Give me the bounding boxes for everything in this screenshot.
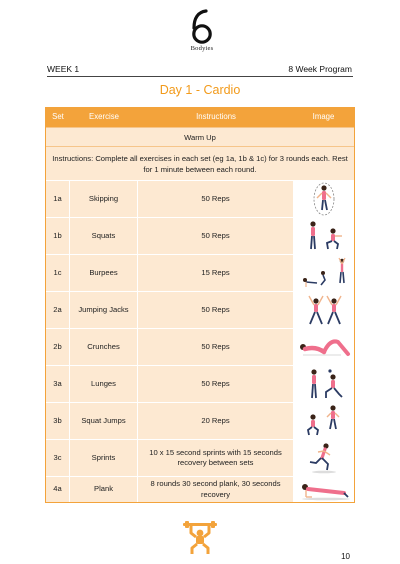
- exercise-image: [294, 477, 353, 502]
- logo-text: Bodyies: [190, 45, 214, 52]
- set-cell: 3c: [46, 440, 70, 476]
- crunches-figure-icon: [296, 330, 352, 365]
- table-row: [46, 217, 354, 254]
- exercise-image: [294, 440, 353, 476]
- exercise-image: [294, 403, 353, 439]
- col-header-exercise: Exercise: [89, 112, 119, 122]
- instructions-cell: 50 Reps: [138, 366, 294, 402]
- squats-figure-icon: [300, 219, 348, 254]
- col-header-instructions: Instructions: [196, 112, 236, 122]
- set-cell: 2a: [46, 292, 70, 328]
- instructions-cell: 8 rounds 30 second plank, 30 seconds recovery: [138, 477, 294, 502]
- page-number: 10: [341, 552, 350, 561]
- set-cell: 1c: [46, 255, 70, 291]
- exercise-image: [294, 218, 353, 254]
- set-cell: 1a: [46, 181, 70, 217]
- set-cell: 2b: [46, 329, 70, 365]
- skipping-figure-icon: [300, 182, 348, 217]
- table-row: [46, 439, 354, 476]
- table-header: [46, 108, 354, 127]
- set-cell: 3b: [46, 403, 70, 439]
- squat-jumps-figure-icon: [300, 404, 348, 439]
- set-cell: 1b: [46, 218, 70, 254]
- workout-table: [45, 107, 355, 503]
- instructions-row: Instructions: Complete all exercises in each set (eg 1a, 1b & 1c) for 3 rounds each. Rest for 1 minute between each round.: [46, 146, 354, 180]
- exercise-image: [294, 255, 353, 291]
- set-cell: 3a: [46, 366, 70, 402]
- instructions-cell: 50 Reps: [138, 329, 294, 365]
- set-cell: 4a: [46, 477, 70, 502]
- burpees-figure-icon: [299, 256, 349, 291]
- week-label: WEEK 1: [47, 64, 80, 74]
- exercise-cell: Crunches: [70, 329, 138, 365]
- instructions-cell: 10 x 15 second sprints with 15 seconds recovery between sets: [138, 440, 294, 476]
- table-row: [46, 476, 354, 502]
- exercise-image: [294, 292, 353, 328]
- plank-figure-icon: [296, 478, 352, 502]
- table-row: [46, 365, 354, 402]
- exercise-cell: Plank: [70, 477, 138, 502]
- table-row: [46, 180, 354, 217]
- exercise-cell: Burpees: [70, 255, 138, 291]
- exercise-image: [294, 329, 353, 365]
- exercise-cell: Squat Jumps: [70, 403, 138, 439]
- weightlifter-icon: [181, 521, 219, 555]
- sprints-figure-icon: [300, 441, 348, 476]
- exercise-cell: Squats: [70, 218, 138, 254]
- instructions-cell: 50 Reps: [138, 292, 294, 328]
- program-label: 8 Week Program: [288, 64, 352, 74]
- table-row: [46, 328, 354, 365]
- instructions-cell: 50 Reps: [138, 181, 294, 217]
- exercise-cell: Jumping Jacks: [70, 292, 138, 328]
- instructions-cell: 15 Reps: [138, 255, 294, 291]
- warm-up-row: Warm Up: [46, 127, 354, 146]
- instructions-cell: 20 Reps: [138, 403, 294, 439]
- jumping-jacks-figure-icon: [300, 293, 348, 328]
- col-header-set: Set: [52, 112, 64, 122]
- exercise-cell: Skipping: [70, 181, 138, 217]
- col-header-image: Image: [312, 112, 335, 122]
- brand-logo: [184, 8, 220, 56]
- exercise-cell: Lunges: [70, 366, 138, 402]
- table-row: [46, 291, 354, 328]
- table-row: [46, 254, 354, 291]
- header-divider: [47, 76, 353, 77]
- instructions-cell: 50 Reps: [138, 218, 294, 254]
- exercise-image: [294, 181, 353, 217]
- table-row: [46, 402, 354, 439]
- logo-six-icon: [189, 8, 215, 46]
- exercise-cell: Sprints: [70, 440, 138, 476]
- page-title: Day 1 - Cardio: [159, 83, 241, 97]
- lunges-figure-icon: [300, 367, 348, 402]
- exercise-image: [294, 366, 353, 402]
